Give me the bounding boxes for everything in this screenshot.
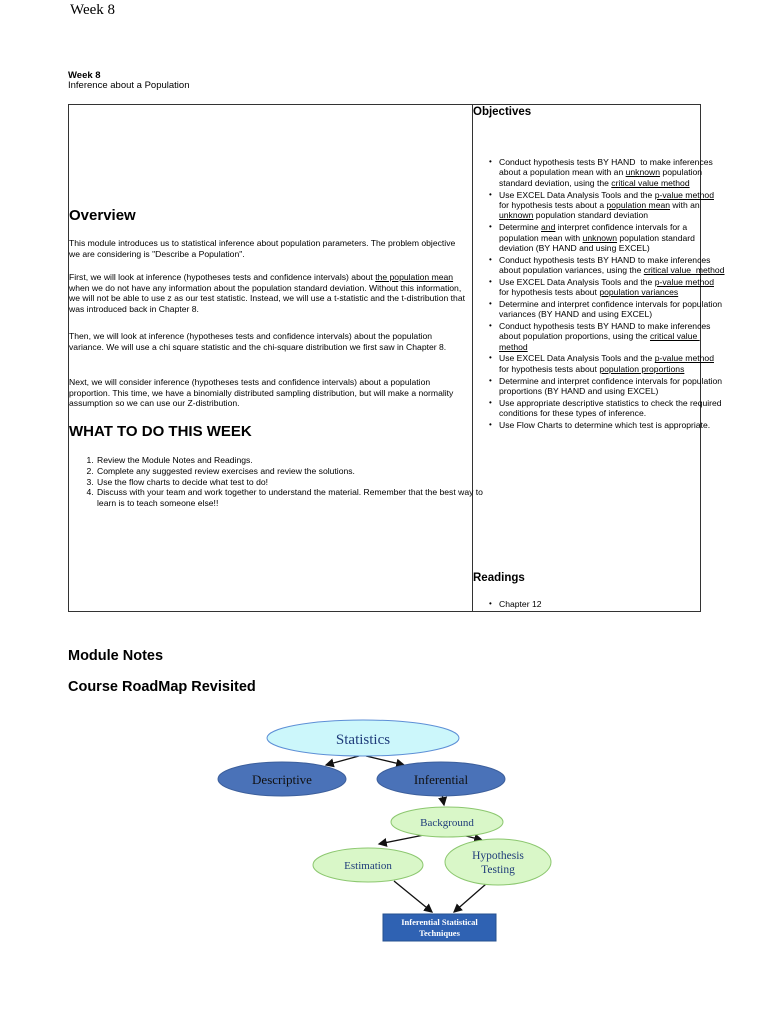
overview-paragraph-2: First, we will look at inference (hypotheses tests and confidence intervals) about the population mean when we do not have any information about the population standard deviation. Without this information, we will not be able to use z as our test statistic. Instead, we will use a t-statistic and the t-distribution that was introduced back in Chapter 8. <box>69 272 465 314</box>
objective-item: • Use EXCEL Data Analysis Tools and the p-value method for hypothesis tests about population variances <box>499 277 725 298</box>
roadmap-svg <box>214 716 554 946</box>
overview-paragraph-1: This module introduces us to statistical inference about population parameters. The problem objective we are considering is "Describe a Population". <box>69 238 456 259</box>
overview-heading: Overview <box>69 207 136 224</box>
objectives-list <box>473 157 725 431</box>
overview-paragraph-4: Next, we will consider inference (hypotheses tests and confidence intervals) about a population proportion. This time, we have a binomially distributed sampling distribution, but will make a normality assumption so we can use our Z-distribution. <box>69 377 454 409</box>
objective-item: • Conduct hypothesis tests BY HAND to make inferences about population proportions, using the critical value method <box>499 321 725 352</box>
node-hypothesis-testing <box>445 839 551 885</box>
node-statistics <box>267 720 459 756</box>
node-inferential <box>377 762 505 796</box>
node-inferential-label: Inferential <box>413 772 469 787</box>
objective-item: • Determine and interpret confidence intervals for population proportions (BY HAND and using EXCEL) <box>499 376 725 397</box>
course-roadmap-diagram <box>214 716 554 946</box>
todo-item: 1. Review the Module Notes and Readings. <box>96 455 496 466</box>
objective-item: • Determine and interpret confidence intervals for population variances (BY HAND and using EXCEL) <box>499 299 725 320</box>
todo-item: 2. Complete any suggested review exercises and review the solutions. <box>96 466 496 477</box>
objective-item: • Conduct hypothesis tests BY HAND to make inferences about a population mean with an unknown population standard deviation, using the critical value method <box>499 157 725 188</box>
module-subtitle: Inference about a Population <box>68 80 190 91</box>
node-background-label: Background <box>420 817 474 829</box>
todo-list <box>69 455 496 509</box>
objective-item: • Use EXCEL Data Analysis Tools and the p-value method for hypothesis tests about a population mean with an unknown population standard deviation <box>499 190 725 221</box>
node-hypothesis-label-1: Hypothesis <box>472 850 524 862</box>
objectives-heading: Objectives <box>473 106 532 118</box>
roadmap-heading: Course RoadMap Revisited <box>68 679 256 695</box>
readings-list <box>473 599 542 610</box>
reading-item: • Chapter 12 <box>499 599 542 610</box>
arrow-estimation-techniques <box>394 881 432 912</box>
arrow-statistics-descriptive <box>326 756 359 765</box>
week-label: Week 8 <box>68 70 101 81</box>
node-estimation <box>313 848 423 882</box>
todo-item: 4. Discuss with your team and work together to understand the material. Remember that the best way to learn is to teach someone else!! <box>96 487 496 509</box>
objective-item: • Conduct hypothesis tests BY HAND to make inferences about population variances, using the critical value method <box>499 255 725 276</box>
arrow-statistics-inferential <box>366 756 404 765</box>
node-techniques-label-2: Techniques <box>419 928 460 938</box>
node-background <box>391 807 503 837</box>
node-hypothesis-label-2: Testing <box>481 864 515 876</box>
overview-objectives-table <box>68 104 725 612</box>
arrow-hypothesis-techniques <box>454 884 486 912</box>
node-estimation-label: Estimation <box>344 860 392 872</box>
overview-paragraph-3: Then, we will look at inference (hypotheses tests and confidence intervals) about the population variance. We will use a chi square statistic and the chi-square distribution we first saw in Chapter 8. <box>69 331 447 352</box>
objective-item: • Use appropriate descriptive statistics to check the required conditions for these types of inference. <box>499 398 725 419</box>
node-inferential-techniques <box>383 914 496 941</box>
module-notes-heading: Module Notes <box>68 648 164 664</box>
node-descriptive-label: Descriptive <box>252 772 312 787</box>
objective-item: • Use EXCEL Data Analysis Tools and the p-value method for hypothesis tests about population proportions <box>499 353 725 374</box>
node-descriptive <box>218 762 346 796</box>
objective-item: • Use Flow Charts to determine which test is appropriate. <box>499 420 725 430</box>
todo-heading: WHAT TO DO THIS WEEK <box>69 423 252 440</box>
objective-item: • Determine and interpret confidence intervals for a population mean with unknown population standard deviation (BY HAND and using EXCEL) <box>499 222 725 253</box>
todo-item: 3. Use the flow charts to decide what test to do! <box>96 477 496 488</box>
node-statistics-label: Statistics <box>335 732 391 748</box>
readings-heading: Readings <box>473 572 525 584</box>
node-techniques-label-1: Inferential Statistical <box>401 917 478 927</box>
running-header: Week 8 <box>70 2 116 18</box>
